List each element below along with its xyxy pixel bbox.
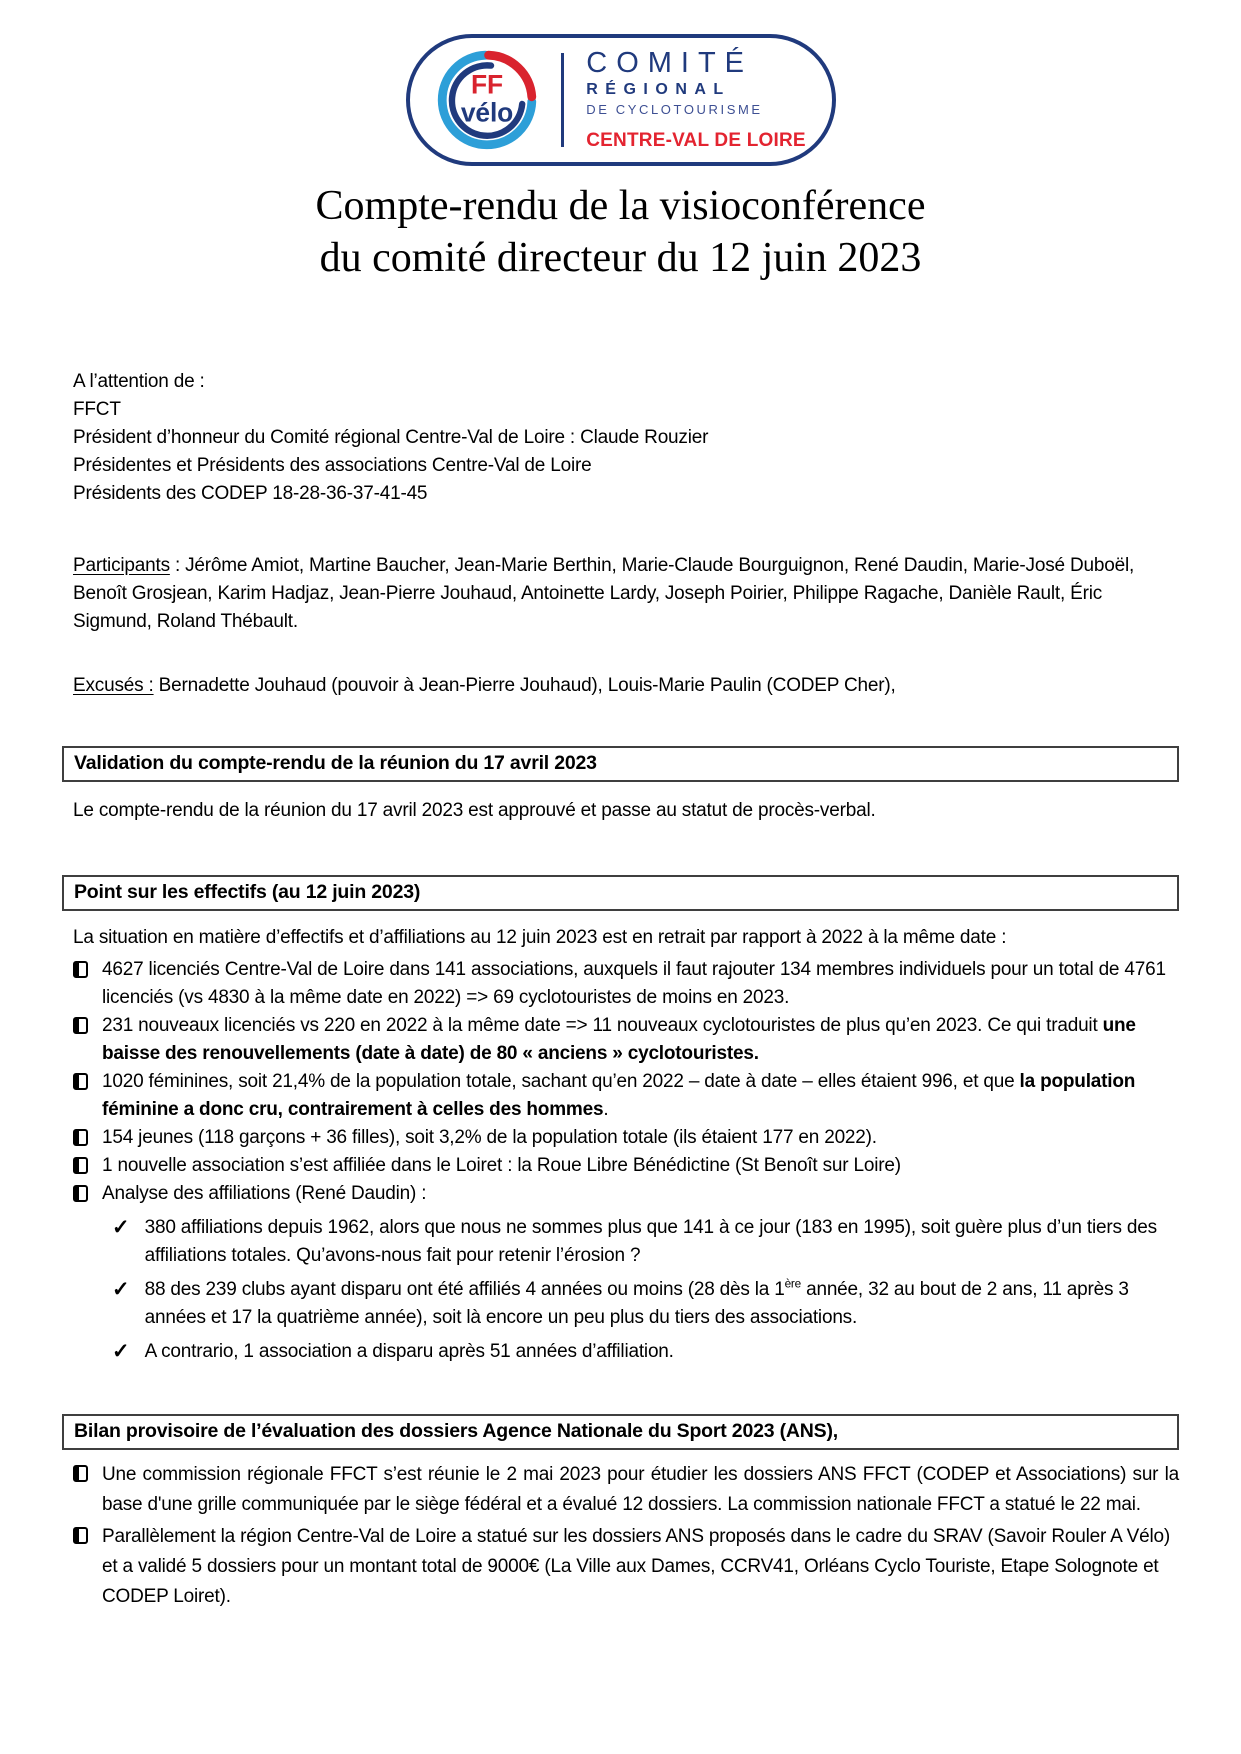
- bullet-text-segment: 154 jeunes (118 garçons + 36 filles), soit 3,2% de la population totale (ils étaient 177 en 2022).: [102, 1127, 877, 1148]
- page-title-line1: Compte-rendu de la visioconférence: [315, 183, 926, 229]
- logo-cyclotourisme-label: DE CYCLOTOURISME: [586, 102, 763, 117]
- effectifs-bullet-list: [62, 956, 1179, 1366]
- check-text-sup: ère: [784, 1277, 801, 1291]
- check-item: [62, 1276, 1179, 1332]
- page-title: [0, 180, 1241, 284]
- bilan-bullet-list: [62, 1460, 1179, 1612]
- logo-region-label: CENTRE-VAL DE LOIRE: [586, 130, 806, 151]
- bullet-text: [102, 1124, 1179, 1152]
- bullet-text-bold: la population féminine a donc cru, contrairement à celles des hommes: [102, 1071, 1136, 1120]
- bullet-text-segment: Analyse des affiliations (René Daudin) :: [102, 1183, 427, 1204]
- bullet-text-segment: 4627 licenciés Centre-Val de Loire dans 141 associations, auxquels il faut rajouter 134 membres individuels pour un total de 4761 licenciés (vs 4830 à la même date en 2022) => 69 cyclotouristes de moins en 2023.: [102, 959, 1166, 1008]
- logo-org-name: [586, 47, 806, 153]
- check-text-segment: A contrario, 1 association a disparu après 51 années d’affiliation.: [144, 1341, 674, 1362]
- bullet-item: [62, 1152, 1179, 1180]
- bullet-item: [62, 1522, 1179, 1612]
- section-heading-effectifs: Point sur les effectifs (au 12 juin 2023): [62, 875, 1179, 911]
- participants-names: : Jérôme Amiot, Martine Baucher, Jean-Marie Berthin, Marie-Claude Bourguignon, René Daudin, Marie-José Duboël, Benoît Grosjean, Karim Hadjaz, Jean-Pierre Jouhaud, Antoinette Lardy, Joseph Poirier, Philippe Ragache, Danièle Rault, Éric Sigmund, Roland Thébault.: [73, 555, 1135, 632]
- section-heading-bilan-ans: Bilan provisoire de l’évaluation des dossiers Agence Nationale du Sport 2023 (ANS),: [62, 1414, 1179, 1450]
- logo-divider: [561, 53, 564, 147]
- participants-paragraph: [73, 552, 1173, 636]
- bullet-text: [102, 1152, 1179, 1180]
- square-bullet-icon: [73, 1157, 88, 1174]
- check-item: [62, 1338, 1179, 1366]
- bullet-text-segment: 1 nouvelle association s’est affiliée dans le Loiret : la Roue Libre Bénédictine (St Benoît sur Loire): [102, 1155, 901, 1176]
- square-bullet-icon: [73, 961, 88, 978]
- bullet-text: [102, 1180, 1179, 1208]
- bullet-text-segment: 1020 féminines, soit 21,4% de la population totale, sachant qu’en 2022 – date à date – elles étaient 996, et que: [102, 1071, 1020, 1092]
- bullet-text: [102, 956, 1179, 1012]
- bullet-text-bold: une baisse des renouvellements (date à date) de 80 « anciens » cyclotouristes.: [102, 1015, 1136, 1064]
- page-title-line2: du comité directeur du 12 juin 2023: [319, 235, 922, 281]
- check-item: [62, 1214, 1179, 1270]
- participants-label: Participants: [73, 555, 170, 576]
- logo-ff-text: FF: [471, 69, 504, 100]
- bullet-text-segment: 231 nouveaux licenciés vs 220 en 2022 à la même date => 11 nouveaux cyclotouristes de plus qu’en 2023. Ce qui traduit: [102, 1015, 1103, 1036]
- excuses-names: Bernadette Jouhaud (pouvoir à Jean-Pierre Jouhaud), Louis-Marie Paulin (CODEP Cher),: [153, 675, 896, 696]
- check-text-segment: 380 affiliations depuis 1962, alors que nous ne sommes plus que 141 à ce jour (183 en 1995), soit guère plus d’un tiers des affiliations totales. Qu’avons-nous fait pour retenir l’érosion ?: [144, 1217, 1157, 1266]
- section-validation-body: Le compte-rendu de la réunion du 17 avril 2023 est approuvé et passe au statut de procès-verbal.: [73, 800, 876, 821]
- ffvelo-logo: [406, 34, 836, 166]
- attention-line: A l’attention de :: [73, 371, 205, 392]
- bullet-text: [102, 1522, 1179, 1612]
- section-effectifs-intro: La situation en matière d’effectifs et d’affiliations au 12 juin 2023 est en retrait par rapport à 2022 à la même date :: [73, 927, 1007, 948]
- bullet-text-segment: Une commission régionale FFCT s’est réunie le 2 mai 2023 pour étudier les dossiers ANS FFCT (CODEP et Associations) sur la base d'une grille communiquée par le siège fédéral et a évalué 12 dossiers. La commission nationale FFCT a statué le 22 mai.: [102, 1464, 1179, 1515]
- check-text: [145, 1214, 1179, 1270]
- check-text-segment: année, 32 au bout de 2 ans, 11 après 3 années et 17 la quatrième année), soit là encore un peu plus du tiers des associations.: [144, 1279, 1129, 1328]
- check-text-segment: 88 des 239 clubs ayant disparu ont été affiliés 4 années ou moins (28 dès la 1: [144, 1279, 785, 1300]
- bullet-text: [102, 1068, 1179, 1124]
- bullet-item: [62, 1012, 1179, 1068]
- square-bullet-icon: [73, 1073, 88, 1090]
- logo-regional-label: RÉGIONAL: [586, 81, 731, 98]
- attention-line: Présidents des CODEP 18-28-36-37-41-45: [73, 483, 428, 504]
- attention-block: [73, 368, 1173, 508]
- bullet-item: [62, 1180, 1179, 1208]
- check-text: [145, 1338, 1179, 1366]
- bullet-item: [62, 1124, 1179, 1152]
- bullet-text-segment: Parallèlement la région Centre-Val de Loire a statué sur les dossiers ANS proposés dans le cadre du SRAV (Savoir Rouler A Vélo) et a validé 5 dossiers pour un montant total de 9000€ (La Ville aux Dames, CCRV41, Orléans Cyclo Touriste, Etape Solognote et CODEP Loiret).: [102, 1526, 1171, 1607]
- check-bullet-icon: ✓: [112, 1278, 130, 1301]
- check-bullet-icon: ✓: [112, 1216, 130, 1239]
- excuses-paragraph: [73, 672, 1173, 700]
- bullet-item: [62, 1068, 1179, 1124]
- square-bullet-icon: [73, 1465, 88, 1482]
- bullet-text: [102, 1012, 1179, 1068]
- logo-velo-text: vélo: [461, 97, 514, 128]
- logo-comite-label: COMITÉ: [586, 47, 754, 79]
- section-heading-validation: Validation du compte-rendu de la réunion du 17 avril 2023: [62, 746, 1179, 782]
- check-text: [145, 1276, 1179, 1332]
- bullet-item: [62, 956, 1179, 1012]
- bullet-text-segment: .: [603, 1099, 609, 1120]
- square-bullet-icon: [73, 1017, 88, 1034]
- attention-line: Présidentes et Présidents des associations Centre-Val de Loire: [73, 455, 592, 476]
- ffvelo-roundel-icon: [435, 48, 539, 152]
- square-bullet-icon: [73, 1185, 88, 1202]
- attention-line: Président d’honneur du Comité régional Centre-Val de Loire : Claude Rouzier: [73, 427, 709, 448]
- excuses-label: Excusés :: [73, 675, 154, 696]
- bullet-item: [62, 1460, 1179, 1520]
- square-bullet-icon: [73, 1527, 88, 1544]
- attention-line: FFCT: [73, 399, 121, 420]
- square-bullet-icon: [73, 1129, 88, 1146]
- header-logo-area: [0, 34, 1241, 166]
- check-bullet-icon: ✓: [112, 1340, 130, 1363]
- bullet-text: [102, 1460, 1179, 1520]
